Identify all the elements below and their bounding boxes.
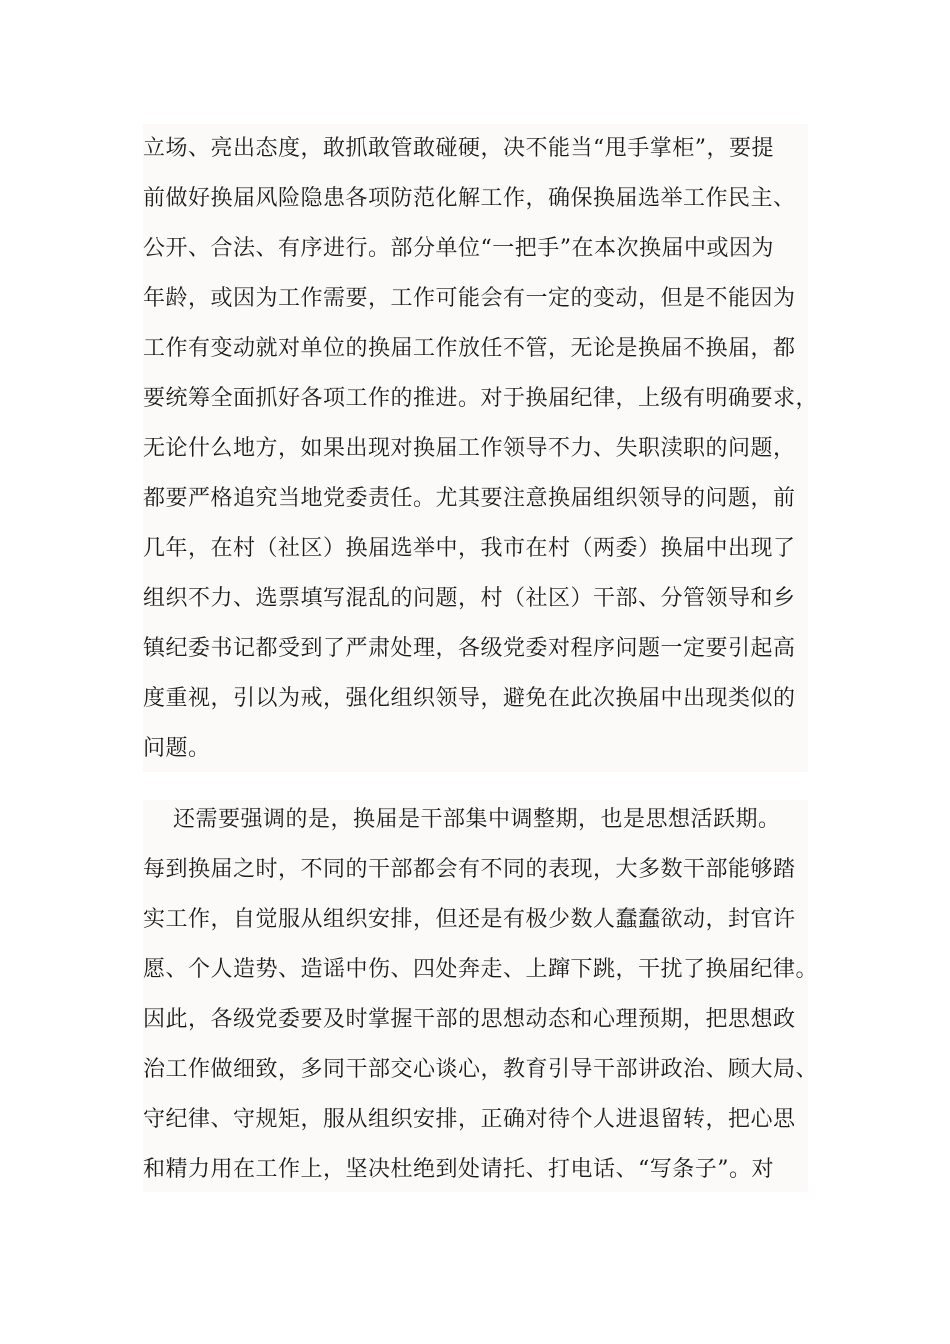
text-line: 治工作做细致，多同干部交心谈心，教育引导干部讲政治、顾大局、 [143, 1057, 819, 1082]
text-line: 年龄，或因为工作需要，工作可能会有一定的变动，但是不能因为 [143, 286, 796, 311]
text-line: 守纪律、守规矩，服从组织安排，正确对待个人进退留转，把心思 [143, 1107, 796, 1132]
text-line: 每到换届之时，不同的干部都会有不同的表现，大多数干部能够踏 [143, 857, 796, 882]
text-line: 和精力用在工作上，坚决杜绝到处请托、打电话、“写条子”。对 [143, 1157, 774, 1182]
text-line: 因此，各级党委要及时掌握干部的思想动态和心理预期，把思想政 [143, 1007, 796, 1032]
text-line: 实工作，自觉服从组织安排，但还是有极少数人蠢蠢欲动，封官许 [143, 907, 796, 932]
text-line: 都要严格追究当地党委责任。尤其要注意换届组织领导的问题，前 [143, 486, 796, 511]
paragraph-2 [143, 800, 819, 1192]
text-line: 公开、合法、有序进行。部分单位“一把手”在本次换届中或因为 [143, 236, 774, 261]
text-line: 无论什么地方，如果出现对换届工作领导不力、失职渎职的问题， [143, 436, 796, 461]
text-line: 愿、个人造势、造谣中伤、四处奔走、上蹿下跳，干扰了换届纪律。 [143, 957, 819, 982]
text-line: 问题。 [143, 736, 211, 761]
text-line: 镇纪委书记都受到了严肃处理，各级党委对程序问题一定要引起高 [143, 636, 796, 661]
text-line: 几年，在村（社区）换届选举中，我市在村（两委）换届中出现了 [143, 536, 796, 561]
text-line: 工作有变动就对单位的换届工作放任不管，无论是换届不换届，都 [143, 336, 796, 361]
paragraph-1 [143, 124, 819, 772]
text-line: 还需要强调的是，换届是干部集中调整期，也是思想活跃期。 [143, 807, 781, 832]
text-line: 要统筹全面抓好各项工作的推进。对于换届纪律，上级有明确要求， [143, 386, 819, 411]
text-line: 组织不力、选票填写混乱的问题，村（社区）干部、分管领导和乡 [143, 586, 796, 611]
text-line: 度重视，引以为戒，强化组织领导，避免在此次换届中出现类似的 [143, 686, 796, 711]
text-line: 前做好换届风险隐患各项防范化解工作，确保换届选举工作民主、 [143, 186, 796, 211]
text-line: 立场、亮出态度，敢抓敢管敢碰硬，决不能当“甩手掌柜”，要提 [143, 136, 774, 161]
